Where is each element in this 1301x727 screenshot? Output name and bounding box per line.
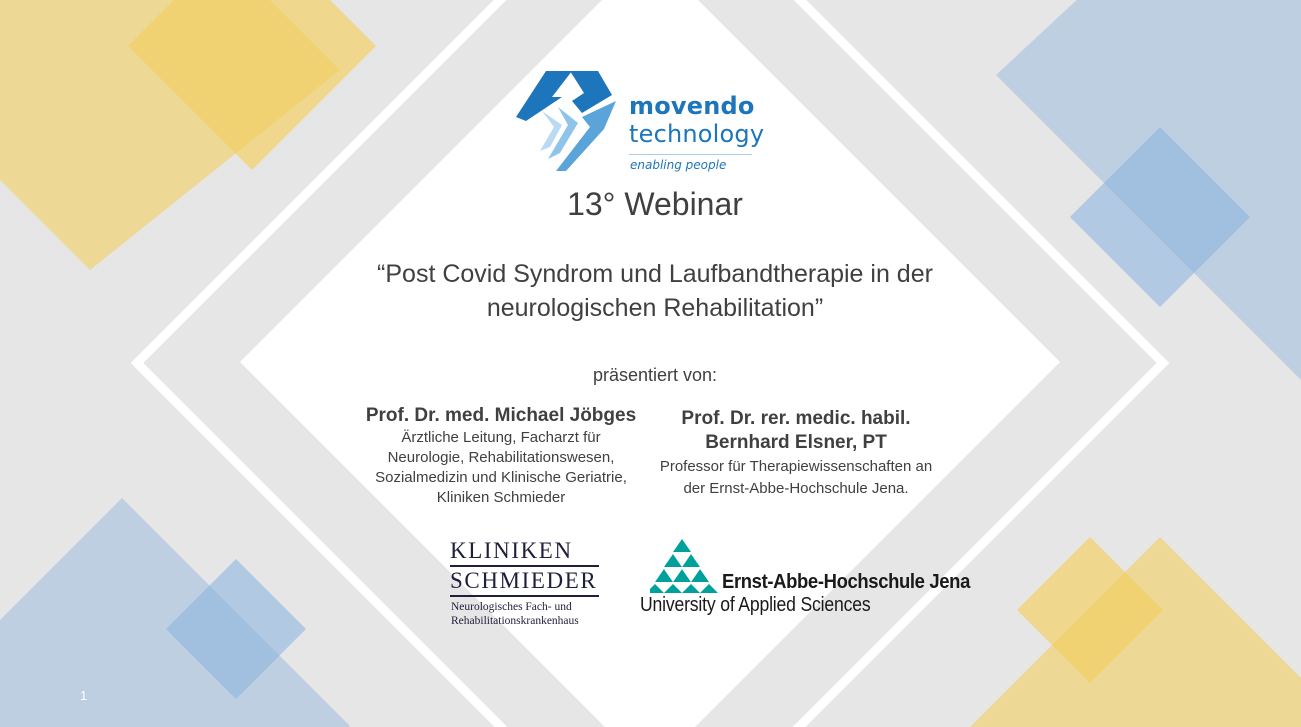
- eah-logo-name: Ernst-Abbe-Hochschule Jena: [722, 570, 970, 593]
- speaker-1-desc-line: Neurologie, Rehabilitationswesen,: [387, 449, 615, 466]
- speaker-1-desc-line: Kliniken Schmieder: [436, 489, 566, 506]
- kliniken-logo-rule: [450, 565, 599, 567]
- kliniken-logo-subtitle-1: Neurologisches Fach- und: [451, 601, 572, 613]
- logo-wordmark-technology: technology: [629, 120, 765, 148]
- speaker-2-name-line-1: Prof. Dr. rer. medic. habil.: [681, 408, 911, 429]
- speaker-1: [350, 404, 652, 508]
- ernst-abbe-hochschule-logo: [638, 537, 983, 622]
- speaker-2-desc-line: Professor für Therapiewissenschaften an: [659, 458, 933, 475]
- talk-title-line-1: “Post Covid Syndrom und Laufbandtherapie in der: [377, 260, 933, 288]
- speaker-1-desc-line: Sozialmedizin und Klinische Geriatrie,: [375, 469, 627, 486]
- eah-logo-subtitle: University of Applied Sciences: [640, 594, 871, 616]
- page-number: 1: [80, 688, 88, 703]
- logo-rule: [629, 154, 752, 155]
- speaker-2-name-line-2: Bernhard Elsner, PT: [705, 432, 887, 453]
- kliniken-logo-subtitle-2: Rehabilitationskrankenhaus: [451, 615, 579, 627]
- presented-by-label: präsentiert von:: [592, 365, 718, 385]
- speaker-2-desc-line: der Ernst-Abbe-Hochschule Jena.: [683, 480, 909, 497]
- speaker-1-desc-line: Ärztliche Leitung, Facharzt für: [401, 429, 601, 446]
- kliniken-schmieder-logo: [448, 538, 608, 630]
- talk-title: [330, 257, 980, 325]
- webinar-title: 13° Webinar: [567, 186, 743, 222]
- speaker-1-name: Prof. Dr. med. Michael Jöbges: [365, 405, 637, 426]
- logo-tagline: enabling people: [630, 158, 727, 172]
- logo-wordmark-movendo: movendo: [629, 92, 755, 120]
- kliniken-logo-line-1: KLINIKEN: [450, 538, 573, 563]
- kliniken-logo-rule: [450, 595, 599, 597]
- speaker-2: [640, 407, 952, 499]
- blue-diamond-bottom-left-large: [0, 498, 350, 727]
- kliniken-logo-line-2: SCHMIEDER: [450, 568, 598, 593]
- movendo-mark-icon: [512, 67, 624, 177]
- talk-title-line-2: neurologischen Rehabilitation”: [486, 294, 824, 322]
- eah-triangle-mark-icon: [650, 537, 730, 597]
- movendo-technology-logo: [512, 62, 765, 182]
